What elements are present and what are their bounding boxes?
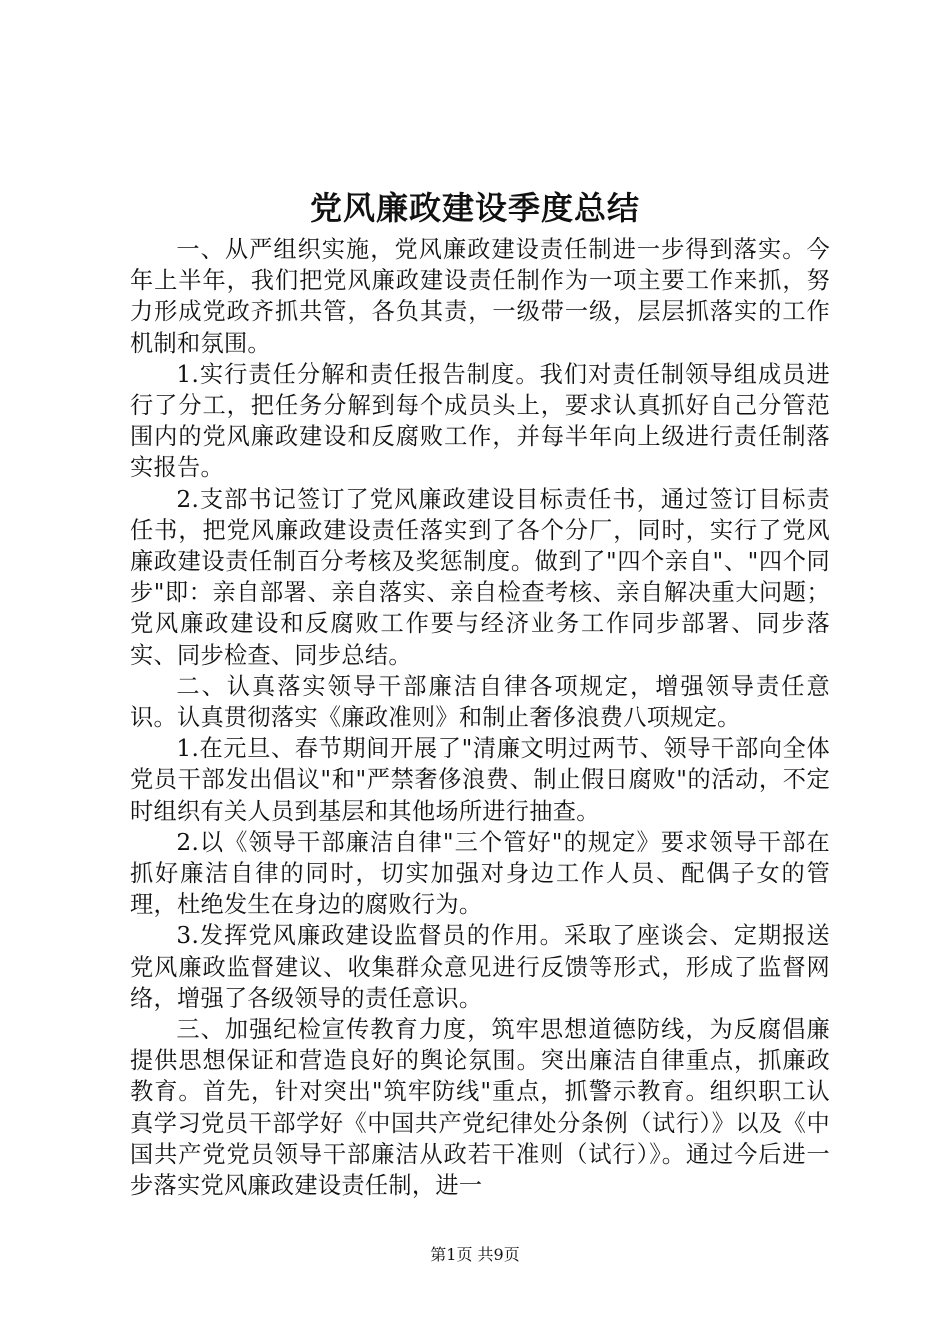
paragraph-section-2: 二、认真落实领导干部廉洁自律各项规定，增强领导责任意识。认真贯彻落实《廉政准则》和制止奢侈浪费八项规定。 — [130, 672, 830, 732]
document-title: 党风廉政建设季度总结 — [309, 189, 640, 227]
paragraph-section-1: 一、从严组织实施，党风廉政建设责任制进一步得到落实。今年上半年，我们把党风廉政建设责任制作为一项主要工作来抓，努力形成党政齐抓共管，各负其责，一级带一级，层层抓落实的工作机制和氛围。 — [130, 236, 830, 357]
paragraph-2-2: 2.以《领导干部廉洁自律"三个管好"的规定》要求领导干部在抓好廉洁自律的同时，切实加强对身边工作人员、配偶子女的管理，杜绝发生在身边的腐败行为。 — [130, 828, 830, 919]
paragraph-2-1: 1.在元旦、春节期间开展了"清廉文明过两节、领导干部向全体党员干部发出倡议"和"严禁奢侈浪费、制止假日腐败"的活动，不定时组织有关人员到基层和其他场所进行抽查。 — [130, 735, 830, 825]
document-body — [130, 234, 830, 1201]
paragraph-1-1: 1.实行责任分解和责任报告制度。我们对责任制领导组成员进行了分工，把任务分解到每个成员头上，要求认真抓好自己分管范围内的党风廉政建设和反腐败工作，并每半年向上级进行责任制落实报告。 — [130, 360, 830, 482]
paragraph-section-3: 三、加强纪检宣传教育力度，筑牢思想道德防线，为反腐倡廉提供思想保证和营造良好的舆论氛围。突出廉洁自律重点，抓廉政教育。首先，针对突出"筑牢防线"重点，抓警示教育。组织职工认真学习党员干部学好《中国共产党纪律处分条例（试行）》以及《中国共产党党员领导干部廉洁从政若干准则（试行）》。通过今后进一步落实党风廉政建设责任制，进一 — [130, 1016, 830, 1200]
paragraph-1-2: 2.支部书记签订了党风廉政建设目标责任书，通过签订目标责任书，把党风廉政建设责任落实到了各个分厂，同时，实行了党风廉政建设责任制百分考核及奖惩制度。做到了"四个亲自"、"四个同步"即：亲自部署、亲自落实、亲自检查考核、亲自解决重大问题；党风廉政建设和反腐败工作要与经济业务工作同步部署、同步落实、同步检查、同步总结。 — [130, 485, 830, 669]
page-footer: 第1页 共9页 — [430, 1245, 520, 1264]
paragraph-2-3: 3.发挥党风廉政建设监督员的作用。采取了座谈会、定期报送党风廉政监督建议、收集群众意见进行反馈等形式，形成了监督网络，增强了各级领导的责任意识。 — [130, 922, 830, 1012]
